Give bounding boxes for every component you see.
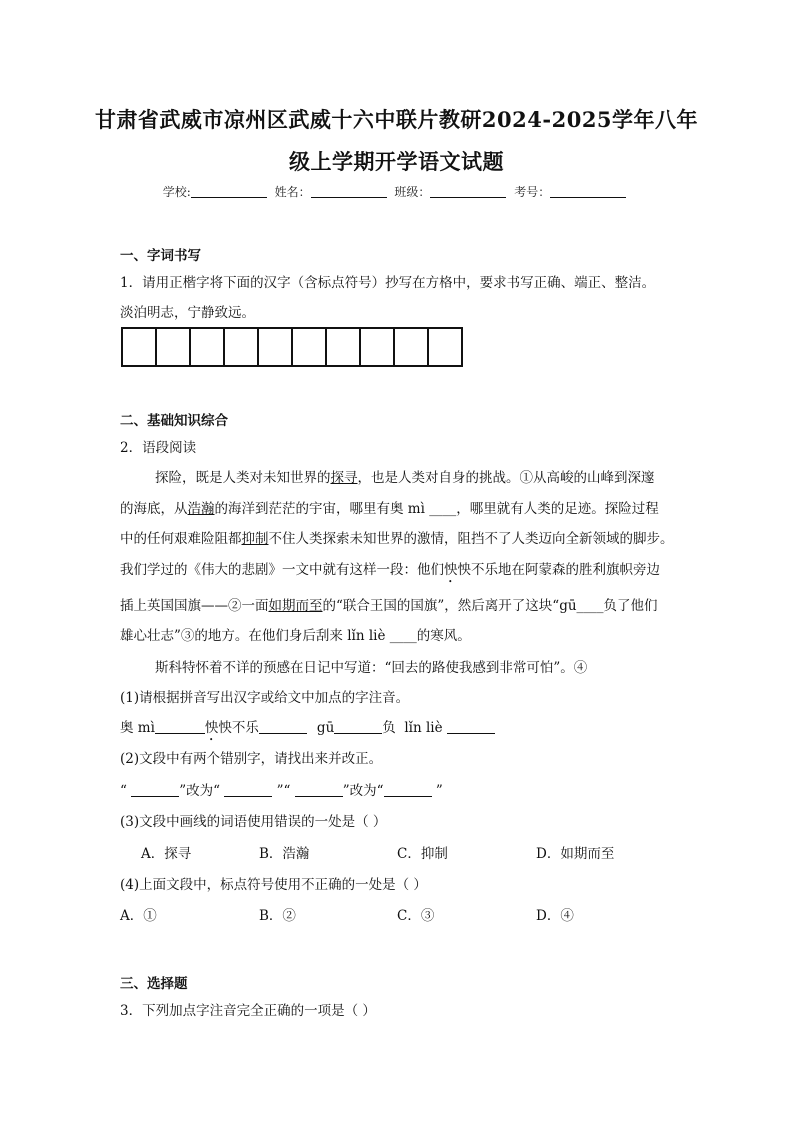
passage-text: 我们学过的《伟大的悲剧》一文中就有这样一段：他们 [120, 562, 444, 578]
fill-label: ”改为“ [179, 783, 221, 799]
fill-label: 怏不乐 [218, 720, 259, 736]
option-b[interactable]: B．② [259, 908, 296, 924]
passage-line [120, 527, 683, 547]
grid-cell[interactable] [361, 329, 395, 365]
grid-cell[interactable] [259, 329, 293, 365]
fill-label: 负 [382, 720, 396, 736]
passage-text: 怏不乐地在阿蒙森的胜利旗帜旁边 [457, 562, 660, 578]
question-1: 1．请用正楷字将下面的汉字（含标点符号）抄写在方格中，要求书写正确、端正、整洁。 [120, 275, 656, 291]
grid-cell[interactable] [157, 329, 191, 365]
question-3: 3．下列加点字注音完全正确的一项是（ ） [120, 1003, 376, 1019]
option-c[interactable]: C．③ [397, 908, 435, 924]
student-info-row [0, 183, 793, 200]
grid-cell[interactable] [123, 329, 157, 365]
passage-line [120, 497, 683, 517]
passage-text: 的海底，从 [120, 501, 188, 517]
page-title-line1: 甘肃省武威市凉州区武威十六中联片教研2024-2025学年八年 [94, 107, 699, 132]
subquestion-3: (3)文段中画线的词语使用错误的一处是（ ） [120, 814, 387, 830]
passage-line [120, 558, 683, 586]
subquestion-4: (4)上面文段中，标点符号使用不正确的一处是（ ） [120, 877, 427, 893]
quote-mark: ” [435, 783, 443, 799]
school-label: 学校: [162, 185, 191, 199]
passage-text: 的“联合王国的国旗”，然后离开了这块“gū____负了他们 [322, 598, 658, 614]
subquestion-1: (1)请根据拼音写出汉字或给文中加点的字注音。 [120, 690, 410, 706]
section2-heading: 二、基础知识综合 [120, 413, 228, 429]
grid-cell[interactable] [327, 329, 361, 365]
answer-blank[interactable] [384, 783, 432, 797]
section3-heading: 三、选择题 [120, 976, 188, 992]
option-b[interactable]: B．浩瀚 [259, 846, 310, 862]
section1-heading: 一、字词书写 [120, 248, 201, 264]
exam-no-label: 考号： [514, 185, 551, 199]
class-blank[interactable] [430, 185, 506, 198]
answer-blank[interactable] [334, 720, 382, 734]
passage-line [155, 466, 718, 486]
answer-blank[interactable] [224, 783, 272, 797]
exam-no-blank[interactable] [550, 185, 626, 198]
underlined-word: 浩瀚 [187, 501, 215, 517]
passage-text: 不住人类探索未知世界的激情，阻挡不了人类迈向全新领域的脚步。 [268, 531, 674, 547]
answer-blank[interactable] [447, 720, 495, 734]
passage-text: 探险，既是人类对未知世界的 [155, 470, 331, 486]
option-d[interactable]: D．如期而至 [536, 846, 615, 862]
grid-cell[interactable] [429, 329, 463, 365]
dotted-char: 怏 [444, 562, 458, 578]
name-blank[interactable] [311, 185, 387, 198]
answer-blank[interactable] [259, 720, 307, 734]
writing-grid [121, 327, 463, 367]
passage-text: 中的任何艰难险阻都 [120, 531, 242, 547]
fill-label: lǐn liè [404, 720, 443, 736]
question-2: 2．语段阅读 [120, 440, 197, 456]
copy-sentence: 淡泊明志，宁静致远。 [120, 305, 255, 321]
underlined-word: 抑制 [241, 531, 269, 547]
underlined-word: 探寻 [330, 470, 358, 486]
class-label: 班级： [394, 185, 431, 199]
fill-label: ”改为“ [342, 783, 384, 799]
fill-label: gū [316, 720, 335, 736]
quote-mark: “ [283, 783, 291, 799]
grid-cell[interactable] [225, 329, 259, 365]
grid-cell[interactable] [191, 329, 225, 365]
answer-blank[interactable] [155, 720, 205, 734]
school-blank[interactable] [191, 185, 267, 198]
passage-text: 插上英国国旗——②一面 [120, 598, 269, 614]
passage-text: 的海洋到茫茫的宇宙，哪里有奥 mì ____，哪里就有人类的足迹。探险过程 [214, 501, 659, 517]
option-a[interactable]: A．探寻 [141, 846, 192, 862]
dotted-char: 怏 [204, 720, 219, 736]
option-d[interactable]: D．④ [536, 908, 574, 924]
passage-line: 斯科特怀着不详的预感在日记中写道：“回去的路使我感到非常可怕”。④ [155, 660, 588, 676]
grid-cell[interactable] [293, 329, 327, 365]
passage-line: 雄心壮志”③的地方。在他们身后刮来 lǐn liè ____的寒风。 [120, 628, 471, 644]
fill-label: 奥 mì [120, 720, 155, 736]
quote-mark: “ [120, 783, 127, 799]
passage-line [120, 594, 683, 614]
option-a[interactable]: A．① [120, 908, 157, 924]
option-c[interactable]: C．抑制 [397, 846, 448, 862]
name-label: 姓名： [274, 185, 311, 199]
quote-mark: ” [276, 783, 284, 799]
grid-cell[interactable] [395, 329, 429, 365]
page-title-line2: 级上学期开学语文试题 [289, 149, 504, 174]
answer-blank[interactable] [295, 783, 343, 797]
answer-blank[interactable] [131, 783, 179, 797]
subquestion-2: (2)文段中有两个错别字，请找出来并改正。 [120, 751, 383, 767]
passage-text: ，也是人类对自身的挑战。①从高峻的山峰到深邃 [357, 470, 655, 486]
pinyin-fill-row [120, 716, 495, 744]
underlined-word: 如期而至 [268, 598, 323, 614]
correction-fill-row [120, 779, 443, 799]
